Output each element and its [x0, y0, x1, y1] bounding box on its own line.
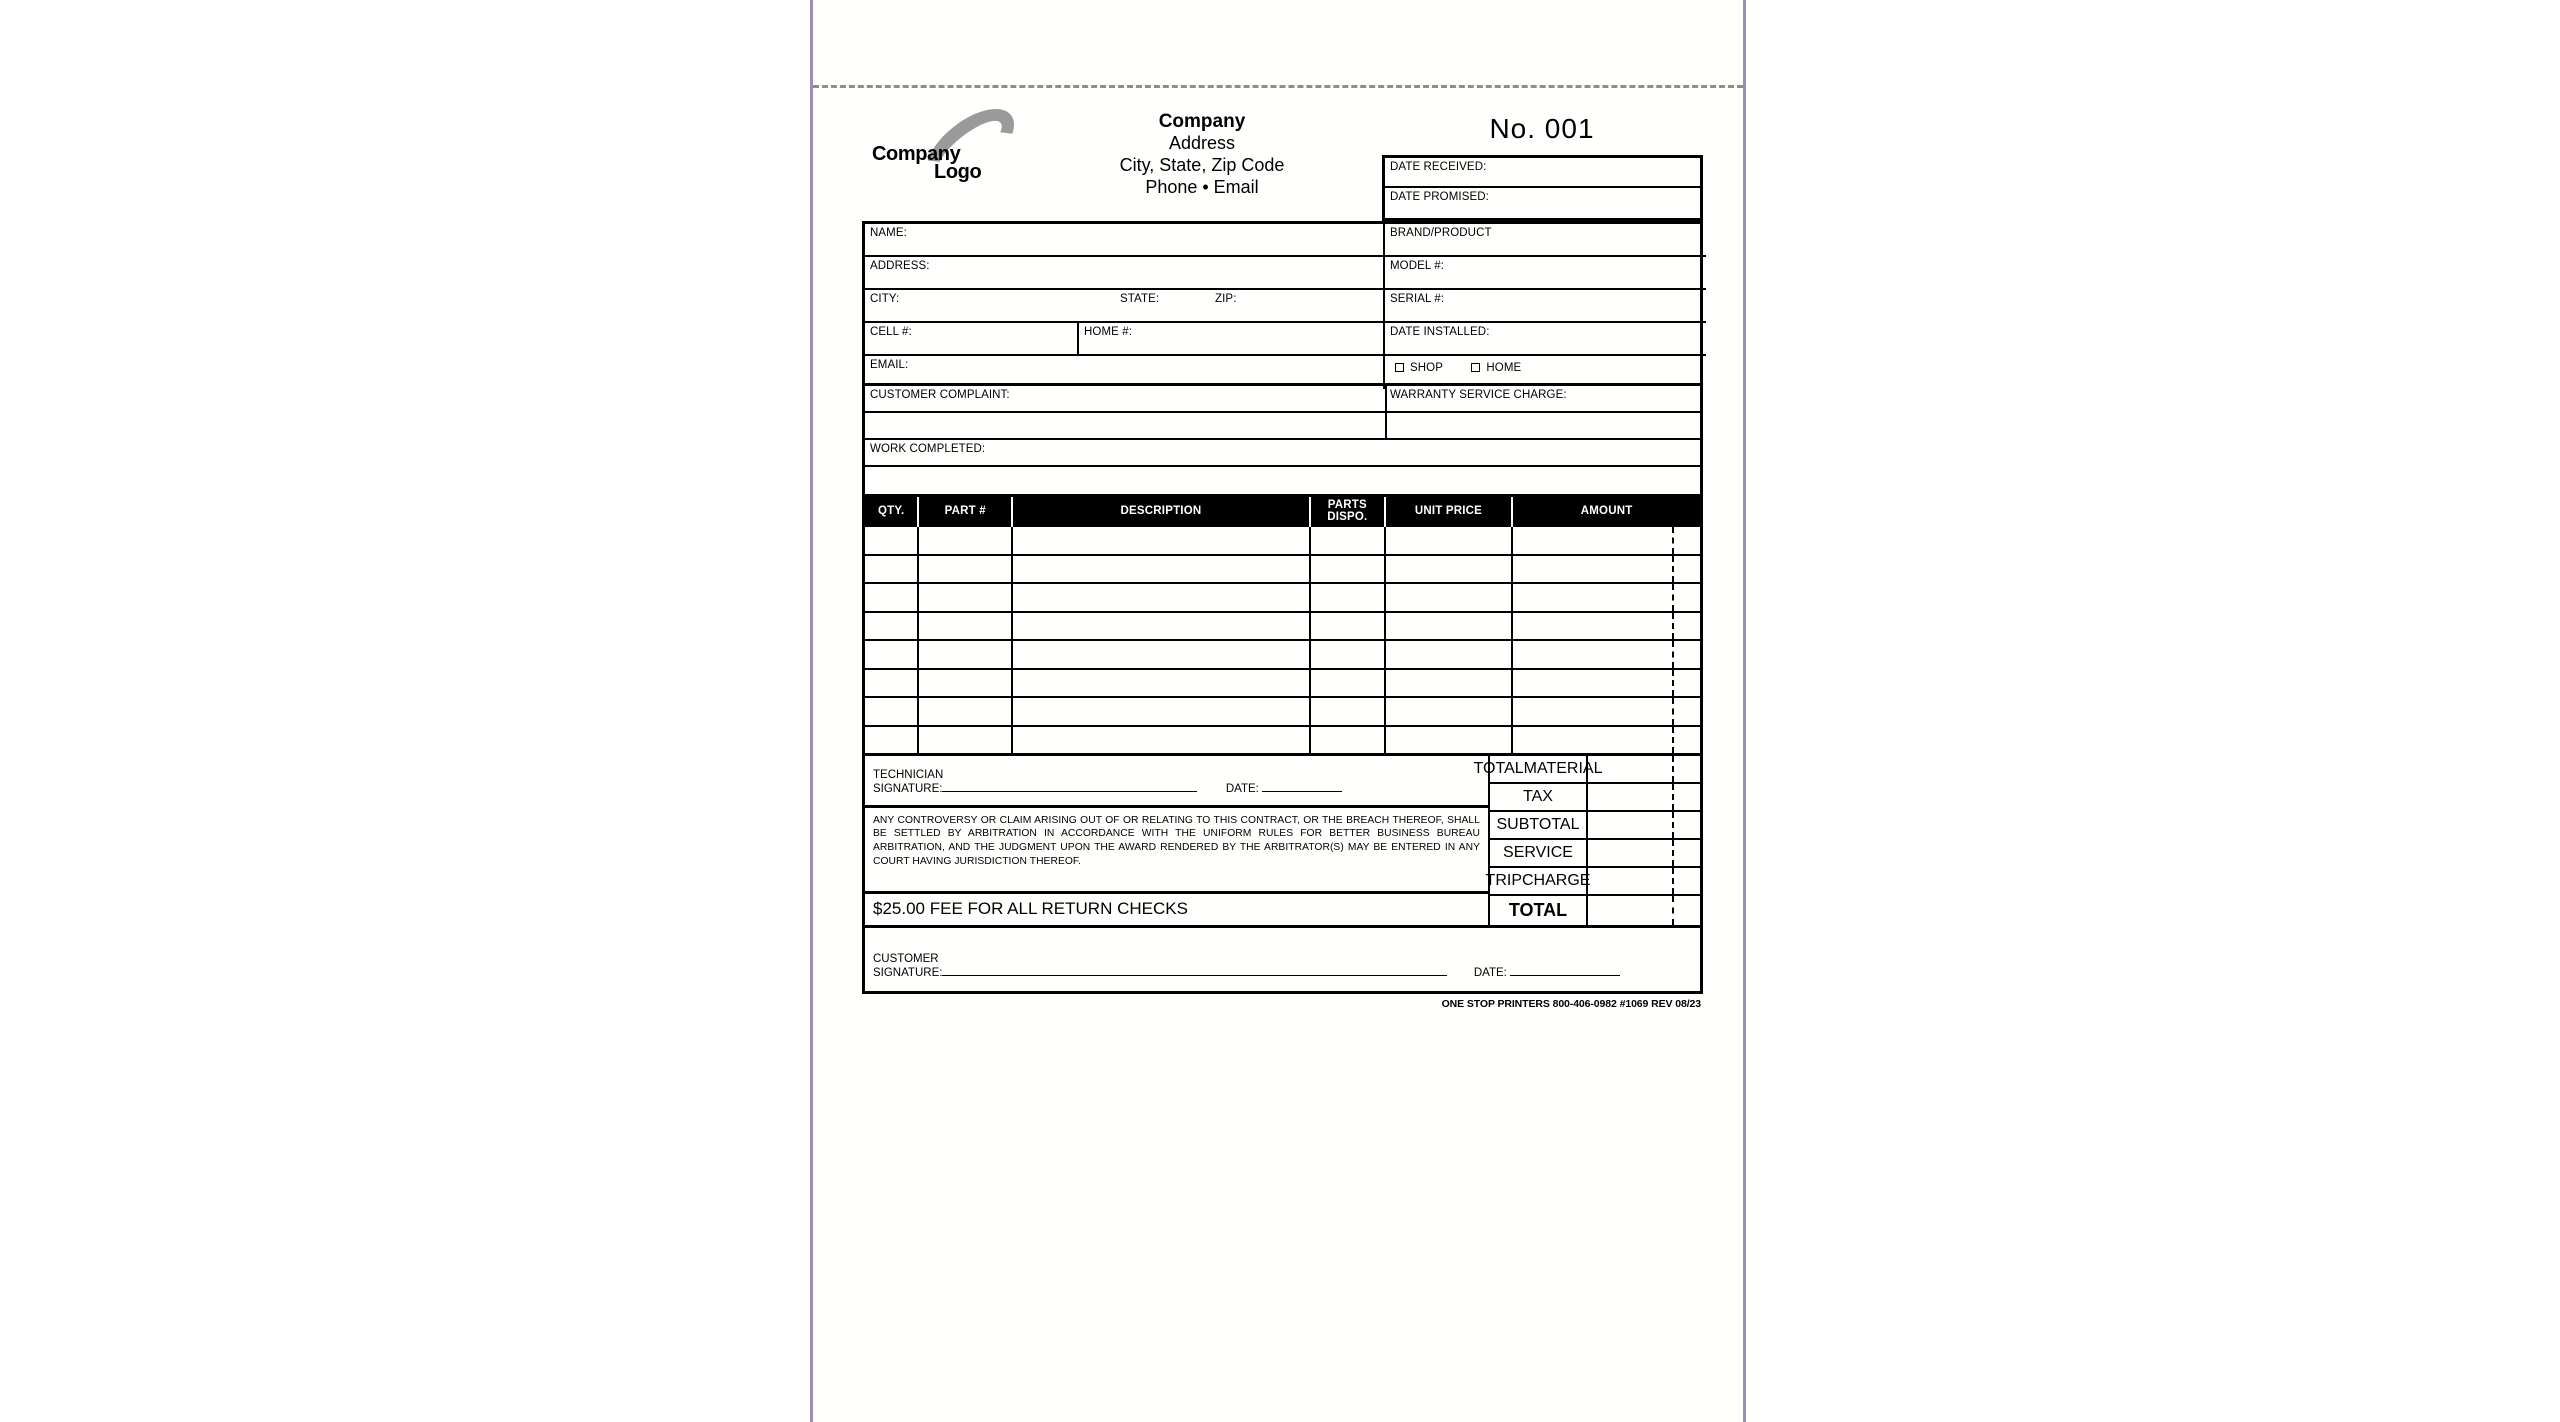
cell-qty[interactable] — [864, 726, 919, 755]
cents-divider — [1672, 670, 1674, 697]
table-row — [864, 726, 1702, 755]
cents-divider — [1672, 840, 1674, 866]
return-check-fee-notice — [865, 891, 1488, 925]
cell-amount[interactable] — [1512, 697, 1701, 726]
order-number: No. 001 — [1489, 113, 1595, 144]
date-promised-label: DATE PROMISED: — [1390, 191, 1489, 203]
checkbox-icon — [1471, 363, 1480, 372]
date-installed-field[interactable] — [1385, 323, 1706, 356]
line-items-body — [864, 526, 1702, 754]
cell-dispo[interactable] — [1310, 669, 1385, 698]
cell-dispo[interactable] — [1310, 612, 1385, 641]
totals-row — [1490, 812, 1700, 840]
fee-notice-text: $25.00 FEE FOR ALL RETURN CHECKS — [873, 899, 1188, 919]
cell-qty[interactable] — [864, 669, 919, 698]
line-items-header-row — [864, 497, 1702, 526]
customer-date-label: DATE: — [1473, 967, 1507, 979]
date-installed-label: DATE INSTALLED: — [1390, 326, 1490, 338]
col-amount: AMOUNT — [1512, 497, 1701, 526]
date-received-label: DATE RECEIVED: — [1390, 161, 1487, 173]
column-divider — [1385, 413, 1387, 438]
company-logo — [872, 121, 1052, 183]
logo-line2: Logo — [934, 161, 982, 183]
company-name: Company — [1158, 111, 1246, 132]
work-completed-line2[interactable] — [865, 467, 1700, 494]
cents-divider — [1672, 868, 1674, 894]
cell-number-label: CELL #: — [870, 326, 912, 338]
cell-unit_price[interactable] — [1385, 583, 1513, 612]
cents-divider — [1672, 896, 1674, 924]
cell-description[interactable] — [1012, 669, 1310, 698]
name-field[interactable] — [865, 224, 1385, 257]
cell-dispo[interactable] — [1310, 583, 1385, 612]
cell-unit_price[interactable] — [1385, 669, 1513, 698]
date-promised-field[interactable] — [1385, 188, 1700, 218]
table-row — [864, 526, 1702, 555]
totals-value[interactable] — [1588, 868, 1700, 894]
cell-amount[interactable] — [1512, 612, 1701, 641]
checkbox-icon — [1395, 363, 1404, 372]
terms-column — [865, 756, 1488, 925]
totals-value[interactable] — [1588, 812, 1700, 838]
cell-qty[interactable] — [864, 612, 919, 641]
totals-label: TOTAL MATERIAL — [1490, 756, 1588, 782]
customer-label: CUSTOMER — [873, 952, 939, 965]
home-label: HOME — [1486, 362, 1522, 374]
totals-column — [1473, 756, 1700, 925]
printer-footer: ONE STOP PRINTERS 800-406-0982 #1069 REV 08/23 — [1441, 997, 1701, 1010]
customer-signature-block[interactable] — [862, 928, 1703, 994]
cell-part[interactable] — [918, 697, 1012, 726]
parts-dispo-line2: DISPO. — [1327, 511, 1368, 524]
logo-line1: Company — [872, 143, 961, 165]
cell-part[interactable] — [918, 640, 1012, 669]
cents-divider — [1672, 727, 1674, 753]
home-number-field[interactable] — [1079, 323, 1385, 356]
address-label: ADDRESS: — [870, 260, 930, 272]
col-part: PART # — [918, 497, 1012, 526]
cell-qty[interactable] — [864, 697, 919, 726]
cell-qty[interactable] — [864, 555, 919, 584]
technician-signature-block[interactable] — [865, 756, 1488, 808]
totals-row — [1490, 896, 1700, 924]
company-address: Address — [1168, 133, 1236, 154]
cents-divider — [1672, 641, 1674, 668]
company-city-state-zip: City, State, Zip Code — [1119, 155, 1285, 176]
totals-value[interactable] — [1588, 784, 1700, 810]
customer-signature-line[interactable] — [942, 975, 1447, 976]
customer-signature-label: SIGNATURE: — [873, 967, 943, 979]
cents-divider — [1672, 698, 1674, 725]
cell-description[interactable] — [1012, 583, 1310, 612]
zip-label: ZIP: — [1215, 293, 1237, 305]
company-info — [1042, 110, 1362, 199]
shop-checkbox[interactable] — [1395, 362, 1443, 374]
cell-description[interactable] — [1012, 697, 1310, 726]
cents-divider — [1672, 613, 1674, 640]
totals-row — [1485, 868, 1700, 896]
col-description: DESCRIPTION — [1012, 497, 1310, 526]
model-field[interactable] — [1385, 257, 1706, 290]
cell-dispo[interactable] — [1310, 555, 1385, 584]
customer-product-grid — [862, 221, 1703, 386]
cell-part[interactable] — [918, 669, 1012, 698]
cents-divider — [1672, 584, 1674, 611]
cell-qty[interactable] — [864, 640, 919, 669]
cell-unit_price[interactable] — [1385, 612, 1513, 641]
warranty-charge-label: WARRANTY SERVICE CHARGE: — [1390, 389, 1567, 401]
totals-label: TAX — [1490, 784, 1588, 810]
customer-date-line[interactable] — [1510, 975, 1620, 976]
cell-amount[interactable] — [1512, 669, 1701, 698]
table-row — [864, 583, 1702, 612]
technician-signature-label: SIGNATURE: — [873, 783, 943, 795]
shop-label: SHOP — [1410, 362, 1443, 374]
col-qty: QTY. — [864, 497, 919, 526]
cell-description[interactable] — [1012, 612, 1310, 641]
cell-description[interactable] — [1012, 526, 1310, 555]
totals-label: SERVICE — [1490, 840, 1588, 866]
cell-dispo[interactable] — [1310, 640, 1385, 669]
arbitration-clause: ANY CONTROVERSY OR CLAIM ARISING OUT OF OR RELATING TO THIS CONTRACT, OR THE BREACH THEREOF, SHALL BE SETTLED BY ARBITRATION IN ACCORDANCE WITH THE UNIFORM RULES FOR BETTER BUSINESS BUREAU ARBITRATION, AND THE JUDGMENT UPON THE AWARD RENDERED BY THE ARBITRATOR(S) MAY BE ENTERED IN ANY COURT HAVING JURISDICTION THEREOF. — [873, 814, 1480, 868]
col-parts-dispo — [1310, 497, 1385, 526]
serial-label: SERIAL #: — [1390, 293, 1445, 305]
customer-complaint-row[interactable] — [865, 386, 1700, 413]
totals-label: SUB TOTAL — [1490, 812, 1588, 838]
email-label: EMAIL: — [870, 359, 909, 371]
cell-unit_price[interactable] — [1385, 697, 1513, 726]
date-box — [1382, 155, 1703, 221]
cell-number-field[interactable] — [865, 323, 1079, 356]
location-choice-row — [1385, 356, 1706, 389]
totals-row — [1490, 840, 1700, 868]
brand-product-field[interactable] — [1385, 224, 1706, 257]
model-label: MODEL #: — [1390, 260, 1445, 272]
cell-unit_price[interactable] — [1385, 555, 1513, 584]
cell-qty[interactable] — [864, 526, 919, 555]
brand-product-label: BRAND/PRODUCT — [1390, 227, 1492, 239]
totals-label: TRIP CHARGE — [1490, 868, 1588, 894]
perforation-line — [813, 85, 1743, 88]
cell-amount[interactable] — [1512, 555, 1701, 584]
company-phone-email: Phone • Email — [1145, 177, 1259, 198]
date-received-field[interactable] — [1385, 158, 1700, 188]
work-completed-row[interactable] — [865, 440, 1700, 467]
cell-unit_price[interactable] — [1385, 640, 1513, 669]
cell-description[interactable] — [1012, 726, 1310, 755]
cell-dispo[interactable] — [1310, 526, 1385, 555]
work-completed-label: WORK COMPLETED: — [870, 443, 986, 455]
address-field[interactable] — [865, 257, 1385, 290]
cents-divider — [1672, 812, 1674, 838]
technician-label: TECHNICIAN — [873, 768, 944, 781]
cell-part[interactable] — [918, 583, 1012, 612]
cell-unit_price[interactable] — [1385, 726, 1513, 755]
totals-label: TOTAL — [1490, 896, 1588, 924]
customer-complaint-label: CUSTOMER COMPLAINT: — [870, 389, 1010, 401]
cell-qty[interactable] — [864, 583, 919, 612]
email-field[interactable] — [865, 356, 1385, 389]
cell-amount[interactable] — [1512, 526, 1701, 555]
service-invoice-form — [862, 105, 1703, 1010]
city-label: CITY: — [870, 293, 900, 305]
home-checkbox[interactable] — [1471, 362, 1521, 374]
technician-signature-line[interactable] — [942, 791, 1197, 792]
home-number-label: HOME #: — [1084, 326, 1132, 338]
totals-value[interactable] — [1588, 896, 1700, 924]
cell-part[interactable] — [918, 555, 1012, 584]
serial-field[interactable] — [1385, 290, 1706, 323]
technician-date-label: DATE: — [1225, 783, 1259, 795]
table-row — [864, 669, 1702, 698]
cell-amount[interactable] — [1512, 640, 1701, 669]
cents-divider — [1672, 527, 1674, 554]
cell-part[interactable] — [918, 726, 1012, 755]
table-row — [864, 640, 1702, 669]
totals-and-terms — [862, 756, 1703, 928]
totals-row — [1490, 784, 1700, 812]
cell-dispo[interactable] — [1310, 697, 1385, 726]
totals-value[interactable] — [1588, 756, 1700, 782]
table-row — [864, 612, 1702, 641]
cell-dispo[interactable] — [1310, 726, 1385, 755]
line-items-table — [862, 497, 1703, 756]
cell-part[interactable] — [918, 526, 1012, 555]
city-state-zip-field[interactable] — [865, 290, 1385, 323]
totals-value[interactable] — [1588, 840, 1700, 866]
cell-amount[interactable] — [1512, 583, 1701, 612]
parts-dispo-line1: PARTS — [1327, 499, 1367, 511]
cell-description[interactable] — [1012, 640, 1310, 669]
cents-divider — [1672, 784, 1674, 810]
totals-row — [1473, 756, 1700, 784]
cell-description[interactable] — [1012, 555, 1310, 584]
cents-divider — [1672, 756, 1674, 782]
cents-divider — [1672, 556, 1674, 583]
notes-block — [862, 386, 1703, 497]
cell-amount[interactable] — [1512, 726, 1701, 755]
name-label: NAME: — [870, 227, 907, 239]
table-row — [864, 555, 1702, 584]
col-unit-price: UNIT PRICE — [1385, 497, 1513, 526]
state-label: STATE: — [1120, 293, 1160, 305]
customer-complaint-line2[interactable] — [865, 413, 1700, 440]
technician-date-line[interactable] — [1262, 791, 1342, 792]
cell-unit_price[interactable] — [1385, 526, 1513, 555]
table-row — [864, 697, 1702, 726]
cell-part[interactable] — [918, 612, 1012, 641]
invoice-sheet — [810, 0, 1746, 1422]
